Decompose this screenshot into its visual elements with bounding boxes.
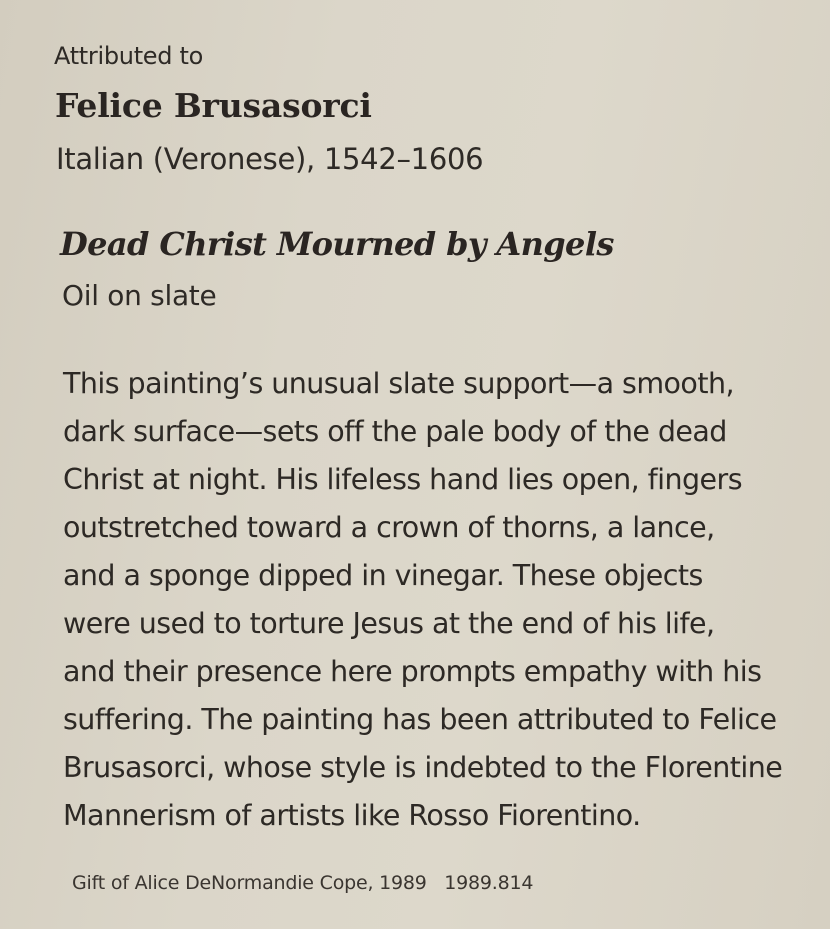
description-line: Mannerism of artists like Rosso Fiorentino.	[63, 799, 641, 832]
description-line: and a sponge dipped in vinegar. These objects	[63, 559, 703, 592]
description-line: outstretched toward a crown of thorns, a lance,	[63, 511, 715, 544]
description-line: suffering. The painting has been attributed to Felice	[63, 703, 777, 736]
attribution-text: Attributed to	[54, 42, 204, 70]
credit-line	[72, 872, 533, 894]
artist-nationality-dates: Italian (Veronese), 1542–1606	[56, 142, 484, 176]
description-line: This painting’s unusual slate support—a smooth,	[63, 367, 734, 400]
description-line: dark surface—sets off the pale body of the dead	[63, 415, 727, 448]
credit-line-text: Gift of Alice DeNormandie Cope, 1989	[72, 872, 427, 894]
artwork-description	[63, 360, 783, 840]
artwork-title: Dead Christ Mourned by Angels	[60, 225, 614, 263]
accession-number: 1989.814	[444, 872, 534, 894]
description-line: Christ at night. His lifeless hand lies open, fingers	[63, 463, 742, 496]
artist-name: Felice Brusasorci	[55, 86, 372, 125]
description-line: were used to torture Jesus at the end of his life,	[63, 607, 715, 640]
artwork-medium: Oil on slate	[62, 279, 217, 312]
description-line: and their presence here prompts empathy with his	[63, 655, 762, 688]
description-line: Brusasorci, whose style is indebted to the Florentine	[63, 751, 783, 784]
